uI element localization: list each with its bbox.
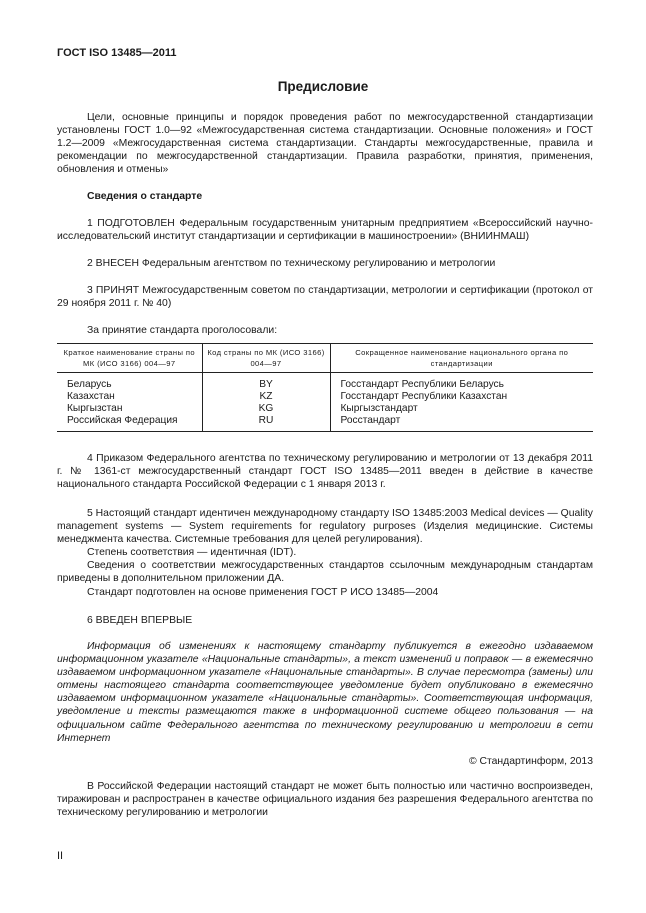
country-cell: Российская Федерация: [57, 415, 202, 431]
copyright-text: © Стандартинформ, 2013: [468, 756, 593, 767]
copyright-line: [57, 755, 593, 768]
page-title: Предисловие: [277, 79, 369, 94]
table-row: [57, 403, 593, 415]
body-cell: Кыргызстандарт: [330, 403, 593, 415]
page-number: II: [57, 850, 64, 862]
table-header-row: [57, 344, 593, 373]
item-5-refs: Сведения о соответствии межгосударственных стандартов ссылочным международным стандартам приведены в дополнительном приложении ДА.: [57, 560, 593, 585]
body-cell: Госстандарт Республики Казахстан: [330, 391, 593, 403]
header-code: Код страны по МК (ИСО 3166) 004—97: [202, 344, 330, 373]
section-heading: Сведения о стандарте: [87, 191, 203, 202]
item-1-text: 1 ПОДГОТОВЛЕН Федеральным государственным унитарным предприятием «Всероссийский научно-исследовательский институт стандартизации и сертификации в машиностроении» (ВНИИНМАШ): [57, 218, 593, 243]
table-row: [57, 415, 593, 431]
item-5-basis: Стандарт подготовлен на основе применения ГОСТ Р ИСО 13485—2004: [87, 586, 439, 598]
item-2: [57, 257, 593, 270]
closing-section: [57, 780, 593, 819]
item-2-text: 2 ВНЕСЕН Федеральным агентством по техническому регулированию и метрологии: [87, 258, 496, 269]
item-6-text: 6 ВВЕДЕН ВПЕРВЫЕ: [87, 615, 193, 626]
item-5-text: 5 Настоящий стандарт идентичен международному стандарту ISO 13485:2003 Medical devices — Quality management systems — System requirements for regulatory purposes (Изделия медицинские. Системы менеджмента качества. Системные требования для целей регулирования).: [57, 508, 593, 546]
document-id: ГОСТ ISO 13485—2011: [57, 47, 177, 59]
item-4-text: 4 Приказом Федерального агентства по техническому регулированию и метрологии от 13 декабря 2011 г. № 1361-ст межгосударственный стандарт ГОСТ ISO 13485—2011 введен в действие в качестве национального стандарта Российской Федерации с 1 января 2013 г.: [57, 453, 593, 491]
code-cell: KG: [202, 403, 330, 415]
body-cell: Госстандарт Республики Беларусь: [330, 373, 593, 391]
code-cell: RU: [202, 415, 330, 431]
code-cell: KZ: [202, 391, 330, 403]
item-3: [57, 284, 593, 310]
header-body: Сокращенное наименование национального органа по стандартизации: [330, 344, 593, 373]
code-cell: BY: [202, 373, 330, 391]
info-notice-text: Информация об изменениях к настоящему стандарту публикуется в ежегодно издаваемом информационном указателе «Национальные стандарты», а текст изменений и поправок — в ежемесячно издаваемом информационном указателе «Национальные стандарты». В случае пересмотра (замены) или отмены настоящего стандарта соответствующее уведомление будет опубликовано в ежемесячно издаваемом информационном указателе «Национальные стандарты». Соответствующая информация, уведомление и тексты размещаются также в информационной системе общего пользования — на официальном сайте Федерального агентства по техническому регулированию и метрологии в сети Интернет: [57, 641, 593, 744]
table-row: [57, 373, 593, 391]
info-notice: [57, 640, 593, 745]
vote-intro-text: За принятие стандарта проголосовали:: [87, 325, 278, 336]
item-6: [57, 614, 593, 627]
country-cell: Казахстан: [67, 390, 115, 402]
country-cell: Кыргызстан: [67, 402, 123, 414]
closing-text: В Российской Федерации настоящий стандарт не может быть полностью или частично воспроизведен, тиражирован и распространен в качестве официального издания без разрешения Федерального агентства по техническому регулированию и метрологии: [57, 781, 593, 819]
intro-paragraph: Цели, основные принципы и порядок проведения работ по межгосударственной стандартизации установлены ГОСТ 1.0—92 «Межгосударственная система стандартизации. Основные положения» и ГОСТ 1.2—2009 «Межгосударственная система стандартизации. Стандарты межгосударственные, правила и рекомендации по межгосударственной стандартизации. Правила разработки, принятия, применения, обновления и отмены»: [57, 112, 593, 176]
body-cell: Росстандарт: [330, 415, 593, 431]
country-cell: Беларусь: [67, 379, 112, 390]
voting-table: [57, 343, 593, 432]
item-4: [57, 452, 593, 491]
table-row: [57, 391, 593, 403]
item-1: [57, 217, 593, 243]
intro-section: [57, 111, 593, 176]
item-5: [57, 507, 593, 599]
vote-intro: [57, 324, 593, 337]
header-country: Краткое наименование страны по МК (ИСО 3166) 004—97: [57, 344, 202, 373]
item-5-degree: Степень соответствия — идентичная (IDT).: [87, 547, 297, 559]
item-3-text: 3 ПРИНЯТ Межгосударственным советом по стандартизации, метрологии и сертификации (протокол от 29 ноября 2011 г. № 40): [57, 285, 593, 310]
